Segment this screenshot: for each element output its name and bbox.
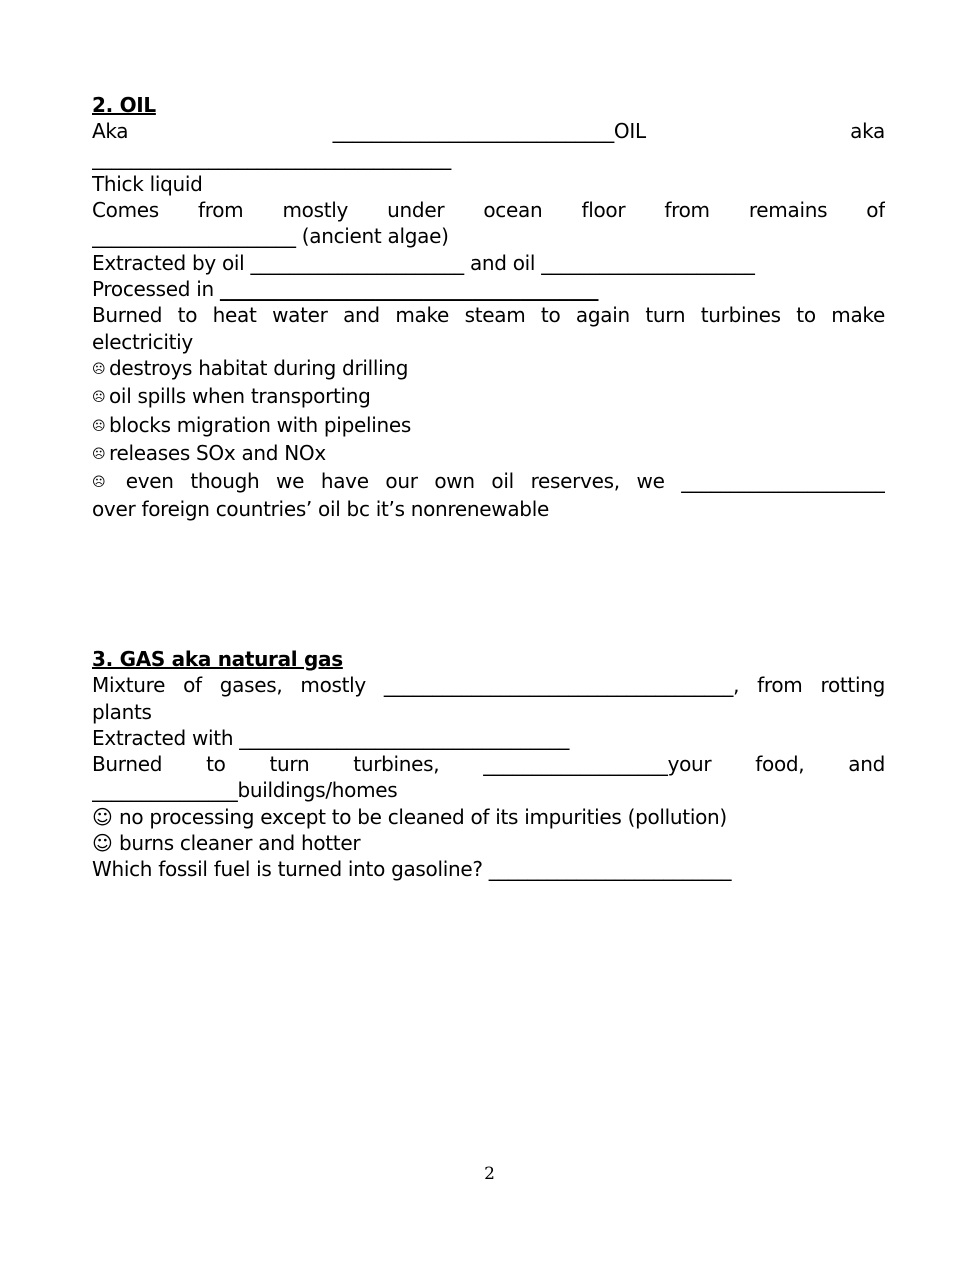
oil-extracted-line: Extracted by oil ______________________ and oil ______________________ — [92, 250, 755, 275]
gas-pro-item — [92, 830, 885, 856]
oil-electricity-line: electricitiy — [92, 329, 193, 354]
frown-icon: ☹ — [92, 418, 106, 434]
oil-ancient-algae-line: _____________________ (ancient algae) — [92, 224, 449, 249]
smile-icon: ☺ — [92, 831, 113, 856]
gas-heading: 3. GAS aka natural gas — [92, 647, 343, 671]
smile-icon: ☺ — [92, 804, 113, 829]
gas-extracted-line: Extracted with __________________________________ — [92, 725, 570, 750]
oil-con-item — [92, 383, 885, 411]
oil-con-text: releases SOx and NOx — [109, 440, 326, 465]
oil-burned-line: Burned to heat water and make steam to again turn turbines to make — [92, 303, 885, 328]
oil-con-text: destroys habitat during drilling — [109, 355, 409, 380]
oil-processed-blank: _______________________________________ — [219, 277, 599, 302]
oil-section — [92, 92, 885, 523]
oil-foreign-line: over foreign countries’ oil bc it’s nonrenewable — [92, 497, 549, 522]
gas-pro-text: no processing except to be cleaned of its impurities (pollution) — [119, 804, 727, 829]
oil-con-text: oil spills when transporting — [109, 384, 371, 409]
oil-aka-blank: _____________________________________ — [92, 145, 451, 170]
oil-reserves-text: even though we have our own oil reserves, we _____________________ — [125, 469, 885, 494]
oil-con-item — [92, 440, 885, 468]
gas-burned-line: Burned to turn turbines, ___________________your food, and — [92, 752, 885, 777]
frown-icon: ☹ — [92, 475, 106, 491]
oil-heading: 2. OIL — [92, 93, 156, 117]
oil-thick-liquid: Thick liquid — [92, 171, 203, 196]
frown-icon: ☹ — [92, 361, 106, 377]
oil-con-item — [92, 412, 885, 440]
frown-icon: ☹ — [92, 446, 106, 462]
oil-aka-line: Aka _____________________________OIL aka — [92, 119, 885, 144]
page-number: 2 — [484, 1164, 495, 1184]
oil-con-text: blocks migration with pipelines — [109, 412, 411, 437]
gas-buildings-line: _______________buildings/homes — [92, 778, 398, 803]
oil-processed-label: Processed in — [92, 277, 220, 302]
oil-con-item — [92, 355, 885, 383]
frown-icon: ☹ — [92, 390, 106, 406]
gas-pro-text: burns cleaner and hotter — [119, 831, 361, 856]
gas-question-line: Which fossil fuel is turned into gasoline? _________________________ — [92, 857, 732, 882]
gas-mixture-line: Mixture of gases, mostly ____________________________________, from rotting — [92, 673, 885, 698]
gas-section — [92, 646, 885, 883]
gas-plants-line: plants — [92, 699, 152, 724]
oil-processed-line — [92, 276, 885, 302]
gas-pro-item — [92, 804, 885, 830]
oil-reserves-line — [92, 468, 885, 496]
oil-comes-from-line: Comes from mostly under ocean floor from remains of — [92, 198, 885, 223]
